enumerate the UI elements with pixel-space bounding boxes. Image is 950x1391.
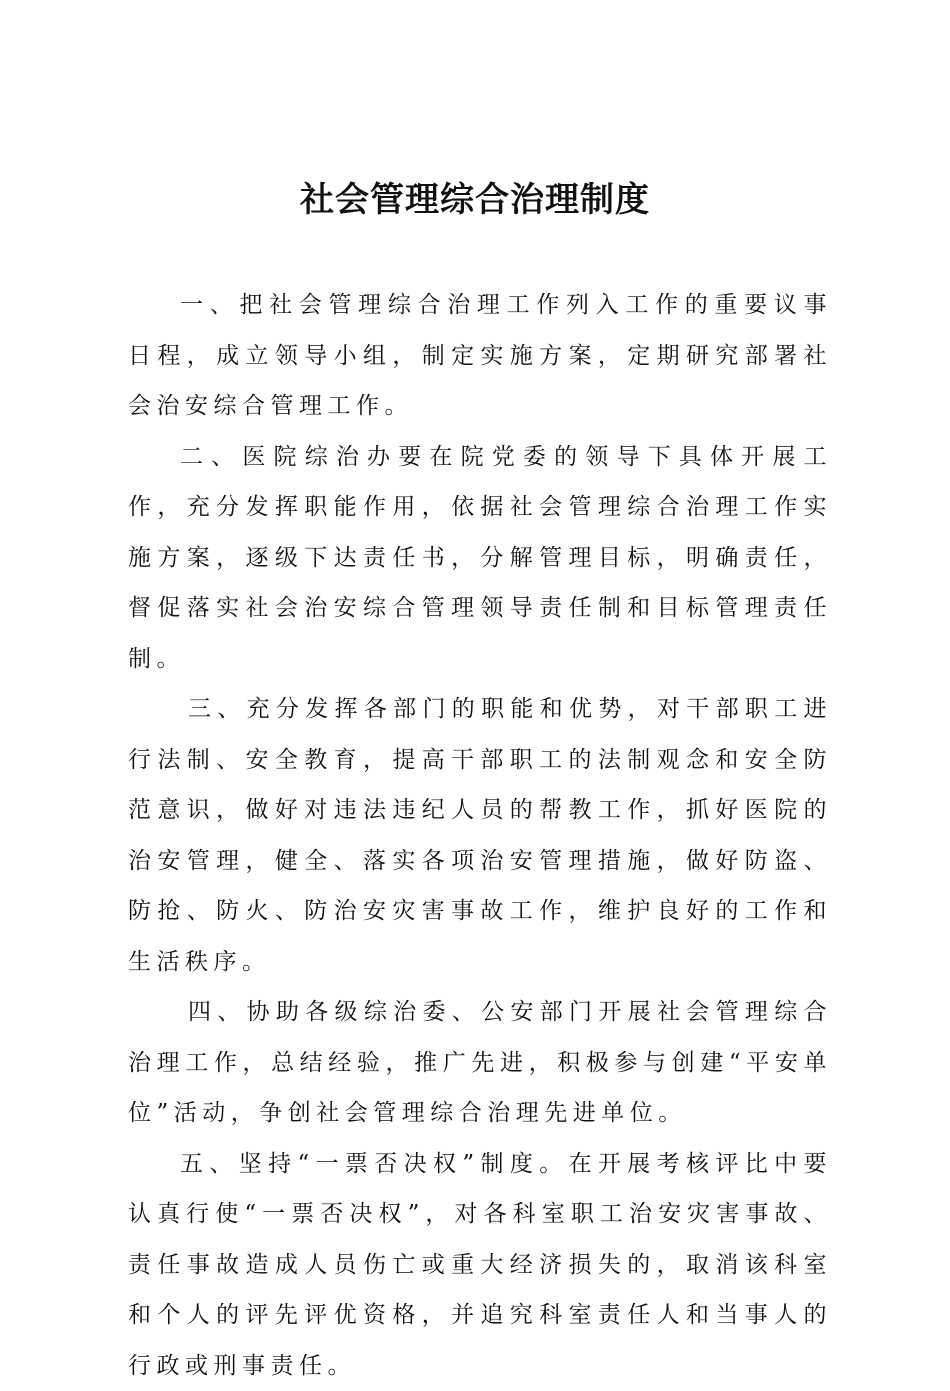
paragraph-2: 二、医院综治办要在院党委的领导下具体开展工作，充分发挥职能作用，依据社会管理综合治理工作实施方案，逐级下达责任书，分解管理目标，明确责任，督促落实社会治安综合管理领导责任制和目标管理责任制。 xyxy=(128,432,832,685)
document-title: 社会管理综合治理制度 xyxy=(0,176,950,224)
paragraph-3: 三、充分发挥各部门的职能和优势，对干部职工进行法制、安全教育，提高干部职工的法制观念和安全防范意识，做好对违法违纪人员的帮教工作，抓好医院的治安管理，健全、落实各项治安管理措施，做好防盗、防抢、防火、防治安灾害事故工作，维护良好的工作和生活秩序。 xyxy=(128,684,832,987)
paragraph-1: 一、把社会管理综合治理工作列入工作的重要议事日程，成立领导小组，制定实施方案，定期研究部署社会治安综合管理工作。 xyxy=(128,280,832,432)
paragraph-5: 五、坚持“一票否决权”制度。在开展考核评比中要认真行使“一票否决权”，对各科室职工治安灾害事故、责任事故造成人员伤亡或重大经济损失的，取消该科室和个人的评先评优资格，并追究科室责任人和当事人的行政或刑事责任。 xyxy=(128,1139,832,1391)
paragraph-4: 四、协助各级综治委、公安部门开展社会管理综合治理工作，总结经验，推广先进，积极参与创建“平安单位”活动，争创社会管理综合治理先进单位。 xyxy=(128,987,832,1139)
document-body xyxy=(128,280,832,1391)
